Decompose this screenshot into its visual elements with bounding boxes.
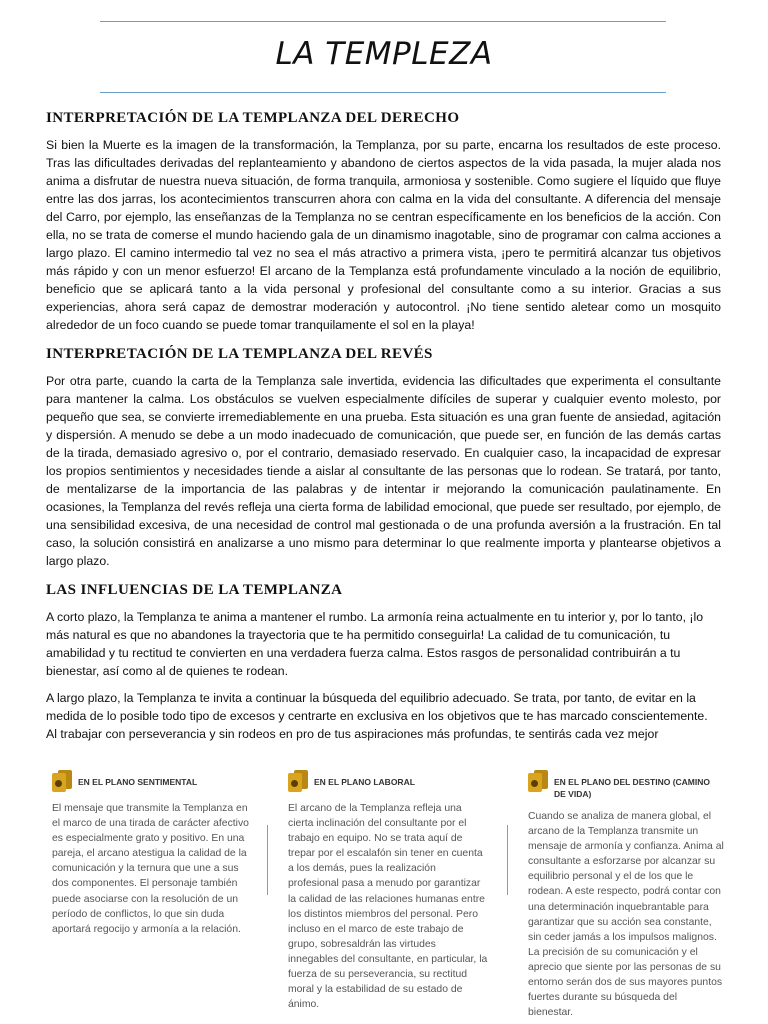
plane-sentimental: [52, 770, 252, 937]
column-divider: [507, 825, 508, 895]
title-rule-bottom: [100, 92, 666, 93]
plane-label: EN EL PLANO SENTIMENTAL: [78, 777, 198, 787]
plane-label: EN EL PLANO DEL DESTINO (CAMINO DE VIDA): [554, 777, 711, 799]
section-paragraph: Si bien la Muerte es la imagen de la transformación, la Templanza, por su parte, encarna los resultados de este proceso. Tras las dificultades derivadas del replanteamiento y abandono de ciertos aspectos de la vida pasada, la mujer alada nos anima a disfrutar de nuestra nueva situación, de forma tranquila, armoniosa y sostenible. Como sugiere el líquido que fluye entre las dos jarras, los acontecimientos transcurren ahora con calma en la vida del consultante. A diferencia del mensaje del Carro, por ejemplo, las enseñanzas de la Templanza no se centran específicamente en los beneficios de la acción. Con ella, no se trata de comerse el mundo haciendo gala de un dinamismo inagotable, sino de programar con calma acciones a largo plazo. El camino intermedio tal vez no sea el más atractivo a primera vista, ¡pero te permitirá alcanzar tus objetivos más rápido y con un menor esfuerzo! El arcano de la Templanza está profundamente vinculado a la noción de equilibrio, beneficio que se aplicará tanto a la vida personal y profesional del consultante como a su interior. Gracias a sus experiencias, ahora será capaz de demostrar moderación y autocontrol. ¡No tiene sentido aletear como un mosquito alrededor de un foco cuando se puede tomar tranquilamente el sol en la playa!: [46, 138, 721, 332]
page-title: LA TEMPLEZA: [275, 36, 493, 72]
section-influences: [46, 582, 721, 743]
tarot-cards-icon: [288, 770, 308, 792]
section-paragraph: A corto plazo, la Templanza te anima a mantener el rumbo. La armonía reina actualmente en tu interior y, por lo tanto, ¡lo más natural es que no abandones la trayectoria que te ha permitido conseguirla! La calidad de tu comunicación, tu amabilidad y tu rectitud te convierten en una verdadera fuerza calma. Estos rasgos de personalidad contribuirán a tu bienestar, así como al de quienes te rodean.: [46, 610, 704, 678]
column-divider: [267, 825, 268, 895]
main-content: [46, 110, 721, 743]
plane-text: El arcano de la Templanza refleja una cierta inclinación del consultante por el trabajo en equipo. No se trata aquí de trepar por el escalafón sin tener en cuenta a los demás, pues la realización profesional pasa a menudo por garantizar la calidad de las relaciones humanas entre los distintos miembros del personal. Pero incluso en el marco de este trabajo de grupo, sobresaldrán las virtudes innegables del consultante, en particular, la fuerza de su perseverancia, su rectitud moral y la estabilidad de su estado de ánimo.: [288, 803, 488, 1011]
plane-label: EN EL PLANO LABORAL: [314, 777, 415, 787]
plane-text: El mensaje que transmite la Templanza en el marco de una tirada de carácter afectivo es especialmente grato y positivo. En una pareja, el arcano atestigua la calidad de la comunicación y la ternura que une a sus dos componentes. El personaje también puede asociarse con la resolución de un período de conflictos, lo que sin duda aportará regocijo y armonía a la relación.: [52, 803, 249, 935]
section-heading: LAS INFLUENCIAS DE LA TEMPLANZA: [46, 582, 343, 598]
section-paragraph: A largo plazo, la Templanza te invita a continuar la búsqueda del equilibrio adecuado. Se trata, por tanto, de evitar en la medida de lo posible todo tipo de excesos y centrarte en exclusiva en los objetivos que te has marcado conscientemente. Al trabajar con perseverancia y sin rodeos en pro de tus aspiraciones más profundas, te sentirás cada vez mejor: [46, 691, 708, 741]
tarot-cards-icon: [528, 770, 548, 792]
plane-destino: [528, 770, 724, 1020]
plane-laboral: [288, 770, 488, 1012]
section-heading: INTERPRETACIÓN DE LA TEMPLANZA DEL DERECHO: [46, 110, 460, 126]
title-rule-top: [100, 21, 666, 22]
tarot-cards-icon: [52, 770, 72, 792]
section-upright: [46, 110, 721, 334]
section-reversed: [46, 346, 721, 570]
planes-columns: [38, 770, 738, 1020]
plane-text: Cuando se analiza de manera global, el arcano de la Templanza transmite un mensaje de armonía y confianza. Anima al consultante a esforzarse por alcanzar su equilibrio personal y el de los que le rodean. A este respecto, podrá contar con una determinación inquebrantable para garantizar que su acción sea constante, sin ceder jamás a los impulsos malignos. La precisión de su comunicación y el aprecio que siente por las personas de su entorno serán dos de sus mayores puntos fuertes durante su búsqueda del bienestar.: [528, 811, 724, 1019]
section-paragraph: Por otra parte, cuando la carta de la Templanza sale invertida, evidencia las dificultades que experimenta el consultante para mantener la calma. Los obstáculos se vuelven especialmente difíciles de superar y cualquier evento molesto, por pequeño que sea, se convierte irremediablemente en una prueba. Esta situación es una gran fuente de ansiedad, agitación y dispersión. A menudo se debe a un modo inadecuado de comunicación, que puede ser, en función de las demás cartas de la tirada, demasiado agresivo o, por el contrario, demasiado reservado. En cualquier caso, la incapacidad de expresar los propios sentimientos y necesidades tiende a aislar al consultante de las personas que lo rodean. Se tratará, por tanto, de mentalizarse de la importancia de las palabras y de intentar ir mejorando la comunicación paulatinamente. En ocasiones, la Templanza del revés refleja una cierta forma de labilidad emocional, que puede ser resultado, por ejemplo, de una sensibilidad excesiva, de una necesidad de control mal gestionada o de una profunda aversión a la frustración. En tal caso, la solución consistirá en analizarse a uno mismo para determinar lo que realmente importa y plantearse objetivos a largo plazo.: [46, 374, 721, 568]
section-heading: INTERPRETACIÓN DE LA TEMPLANZA DEL REVÉS: [46, 346, 433, 362]
